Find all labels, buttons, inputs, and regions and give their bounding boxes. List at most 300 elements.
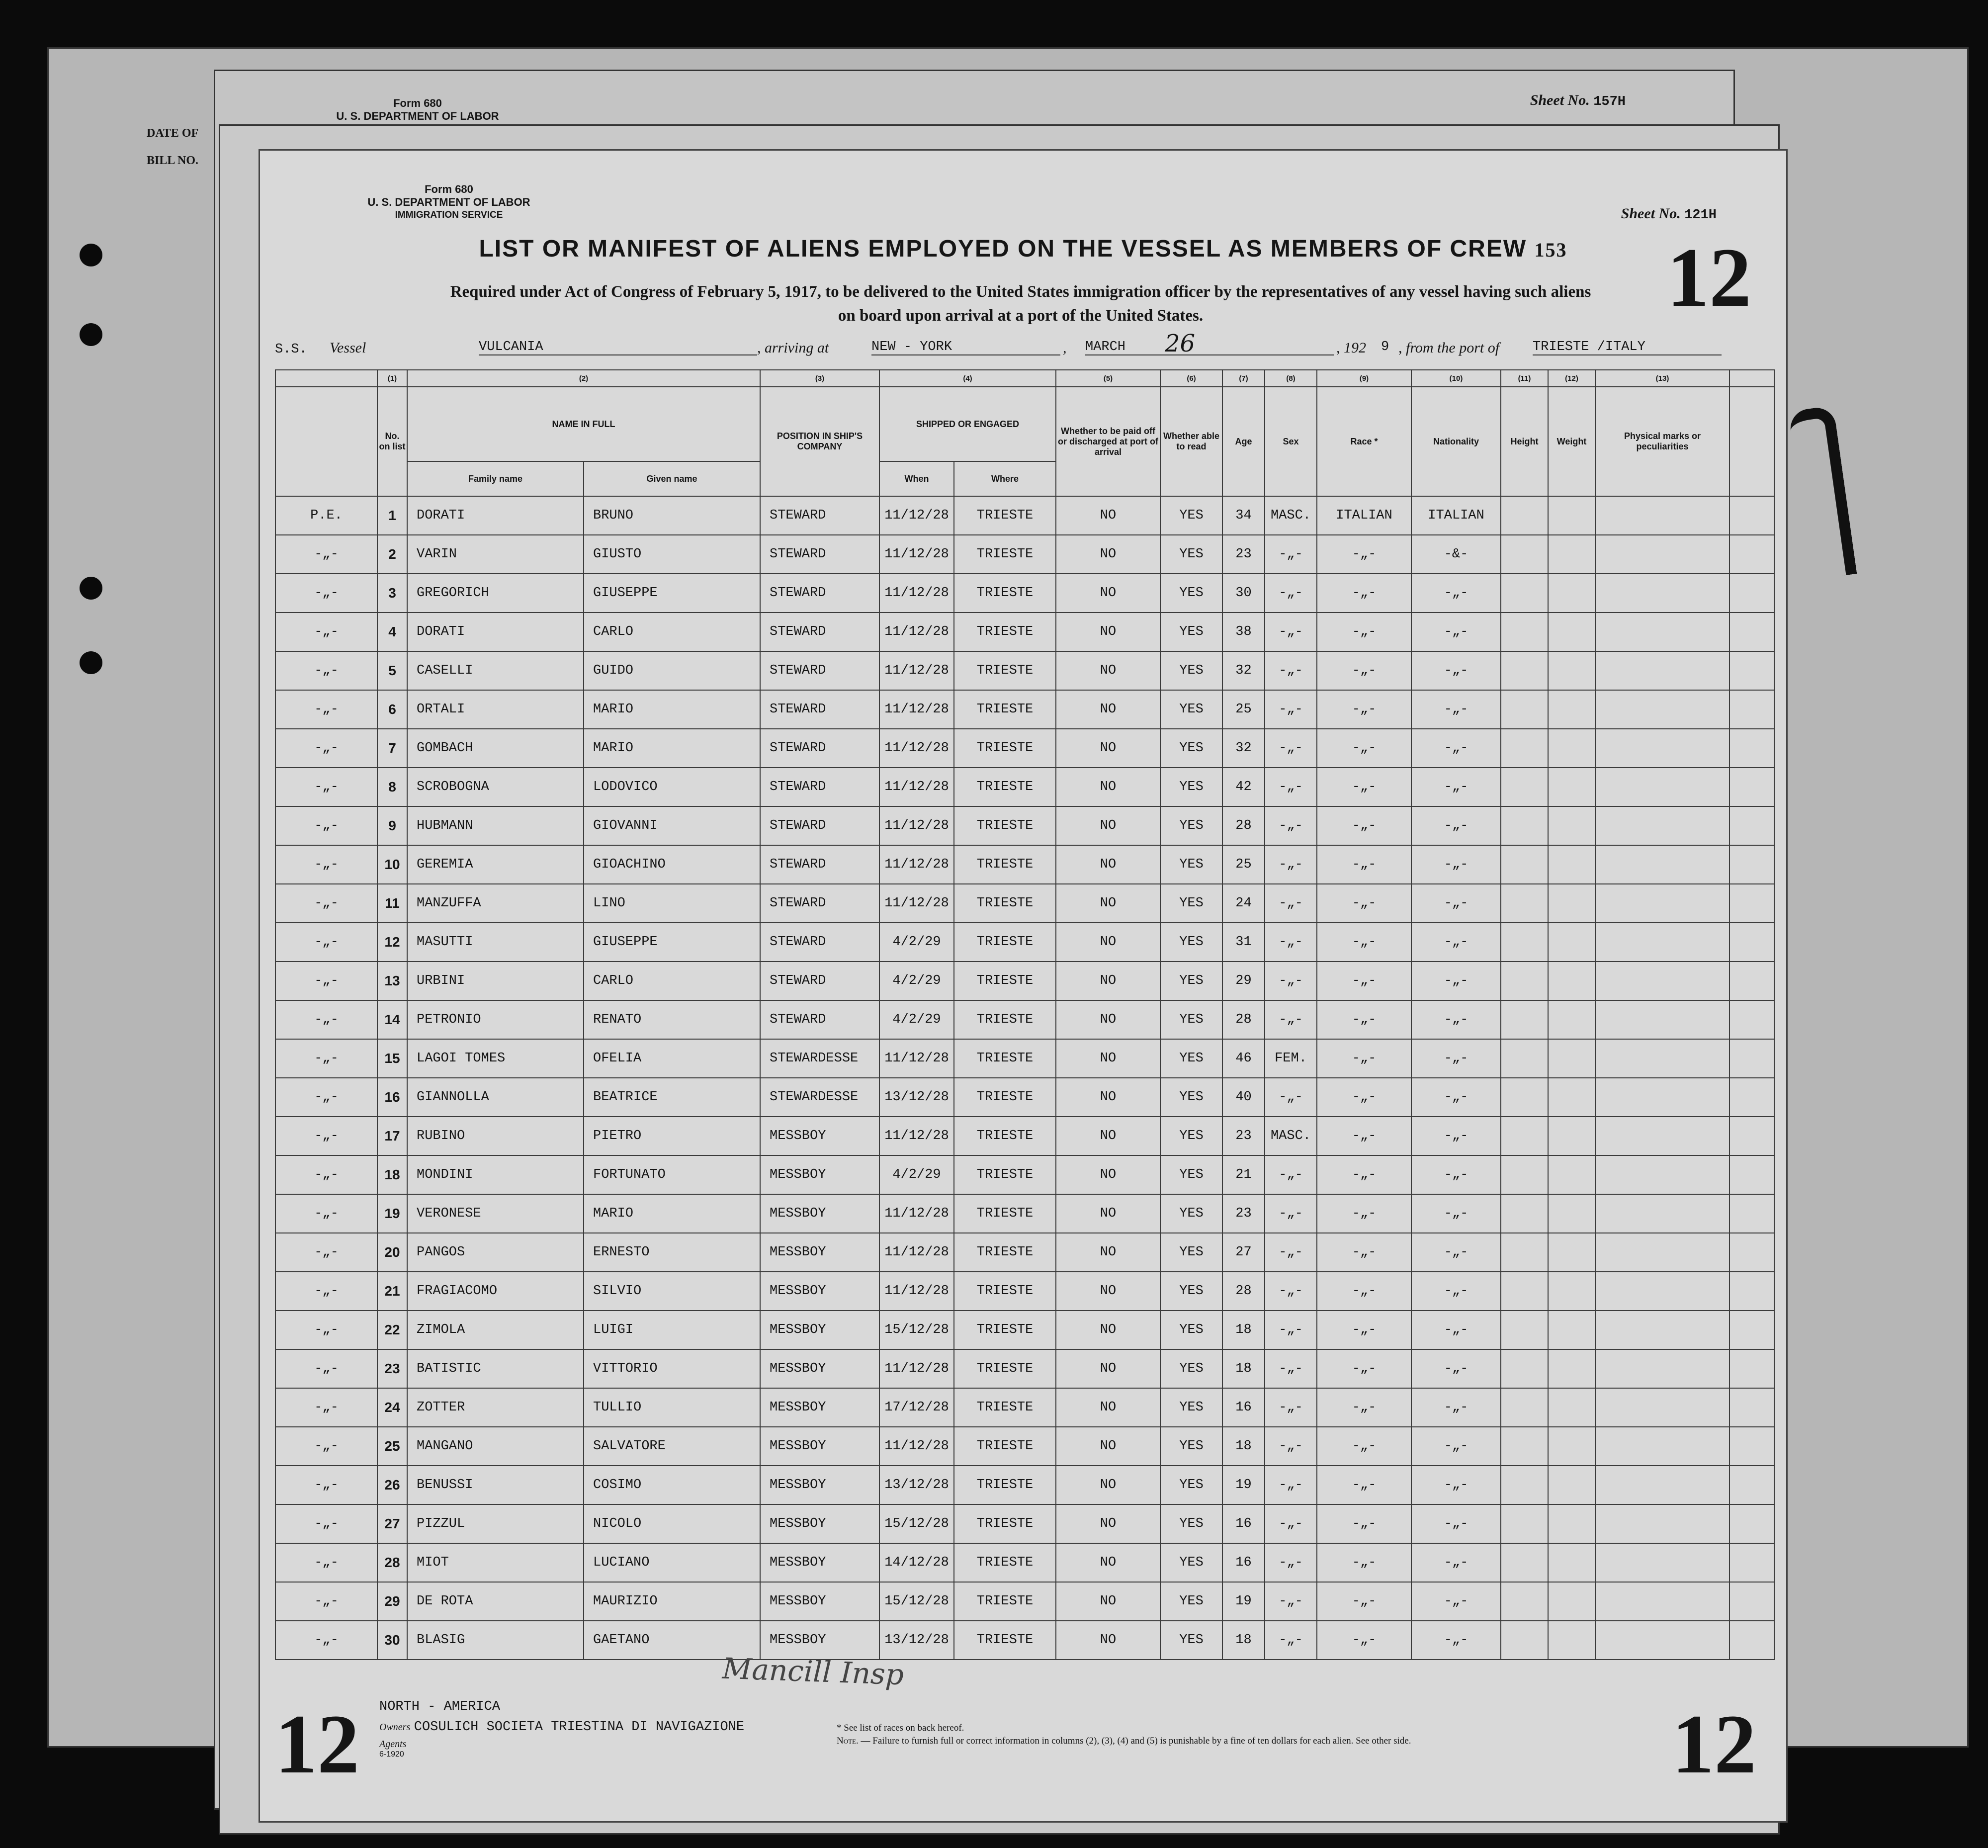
- race-cell: -„-: [1317, 651, 1411, 690]
- given-name-cell: GIUSEPPE: [584, 923, 760, 962]
- height-cell: [1501, 1194, 1548, 1233]
- age-cell: 31: [1222, 923, 1265, 962]
- paid-off-cell: NO: [1056, 1504, 1160, 1543]
- weight-cell: [1548, 1582, 1595, 1621]
- ss-label: S.S.: [275, 342, 307, 357]
- family-name-cell: MANZUFFA: [407, 884, 584, 923]
- race-cell: -„-: [1317, 884, 1411, 923]
- paid-off-cell: NO: [1056, 1233, 1160, 1272]
- weight-cell: [1548, 884, 1595, 923]
- row-number-cell: 8: [377, 768, 407, 806]
- row-mark-cell: -„-: [275, 884, 377, 923]
- nationality-cell: -„-: [1411, 1582, 1501, 1621]
- col-num: (10): [1411, 370, 1501, 387]
- weight-cell: [1548, 496, 1595, 535]
- age-cell: 21: [1222, 1155, 1265, 1194]
- nationality-cell: ITALIAN: [1411, 496, 1501, 535]
- position-cell: MESSBOY: [760, 1155, 879, 1194]
- family-name-cell: PETRONIO: [407, 1000, 584, 1039]
- age-cell: 27: [1222, 1233, 1265, 1272]
- sex-cell: -„-: [1265, 1621, 1317, 1660]
- able-to-read-cell: YES: [1160, 1039, 1222, 1078]
- no-on-list-header: No. on list: [377, 387, 407, 496]
- table-row: [275, 1233, 1774, 1272]
- table-row: [275, 1543, 1774, 1582]
- table-row: [275, 1155, 1774, 1194]
- manifest-title: [260, 235, 1786, 263]
- position-cell: STEWARD: [760, 845, 879, 884]
- position-cell: MESSBOY: [760, 1543, 879, 1582]
- family-name-cell: VARIN: [407, 535, 584, 574]
- sex-cell: -„-: [1265, 1311, 1317, 1349]
- race-cell: -„-: [1317, 574, 1411, 613]
- binder-hole: [80, 577, 102, 600]
- family-name-cell: PANGOS: [407, 1233, 584, 1272]
- row-number-cell: 6: [377, 690, 407, 729]
- row-number-cell: 15: [377, 1039, 407, 1078]
- arrival-port: NEW - YORK: [871, 340, 1060, 355]
- shipped-port-cell: TRIESTE: [954, 884, 1056, 923]
- height-cell: [1501, 1427, 1548, 1466]
- given-name-cell: BRUNO: [584, 496, 760, 535]
- position-cell: MESSBOY: [760, 1388, 879, 1427]
- given-name-cell: LINO: [584, 884, 760, 923]
- height-cell: [1501, 884, 1548, 923]
- sex-cell: -„-: [1265, 1000, 1317, 1039]
- binder-hole: [80, 244, 102, 266]
- marks-cell: [1595, 962, 1729, 1000]
- marks-cell: [1595, 845, 1729, 884]
- given-name-cell: VITTORIO: [584, 1349, 760, 1388]
- row-number-cell: 10: [377, 845, 407, 884]
- shipped-port-cell: TRIESTE: [954, 1000, 1056, 1039]
- given-name-cell: BEATRICE: [584, 1078, 760, 1117]
- row-mark-cell: -„-: [275, 1000, 377, 1039]
- table-row: [275, 1272, 1774, 1311]
- paid-off-cell: NO: [1056, 1000, 1160, 1039]
- race-cell: -„-: [1317, 1543, 1411, 1582]
- row-mark-cell: -„-: [275, 1039, 377, 1078]
- race-cell: -„-: [1317, 1155, 1411, 1194]
- family-name-header: Family name: [407, 461, 584, 496]
- sex-cell: -„-: [1265, 962, 1317, 1000]
- able-to-read-cell: YES: [1160, 535, 1222, 574]
- shipped-port-cell: TRIESTE: [954, 1543, 1056, 1582]
- paid-off-cell: NO: [1056, 1311, 1160, 1349]
- able-to-read-cell: YES: [1160, 1349, 1222, 1388]
- height-cell: [1501, 1543, 1548, 1582]
- blank-cell: [1729, 574, 1774, 613]
- paid-off-cell: NO: [1056, 1078, 1160, 1117]
- back-form-number: Form 680: [393, 97, 442, 109]
- height-cell: [1501, 962, 1548, 1000]
- given-name-cell: GIOVANNI: [584, 806, 760, 845]
- sex-cell: -„-: [1265, 1388, 1317, 1427]
- sex-header: Sex: [1265, 387, 1317, 496]
- family-name-cell: HUBMANN: [407, 806, 584, 845]
- shipped-date-cell: 11/12/28: [879, 1272, 954, 1311]
- when-header: When: [879, 461, 954, 496]
- nationality-cell: -„-: [1411, 884, 1501, 923]
- shipped-date-cell: 4/2/29: [879, 923, 954, 962]
- shipped-date-cell: 15/12/28: [879, 1504, 954, 1543]
- row-mark-cell: -„-: [275, 1427, 377, 1466]
- row-number-cell: 22: [377, 1311, 407, 1349]
- family-name-cell: LAGOI TOMES: [407, 1039, 584, 1078]
- blank-cell: [1729, 1349, 1774, 1388]
- family-name-cell: MANGANO: [407, 1427, 584, 1466]
- shipped-date-cell: 11/12/28: [879, 1233, 954, 1272]
- row-mark-cell: -„-: [275, 1117, 377, 1155]
- family-name-cell: FRAGIACOMO: [407, 1272, 584, 1311]
- able-to-read-cell: YES: [1160, 768, 1222, 806]
- sex-cell: -„-: [1265, 535, 1317, 574]
- shipped-port-cell: TRIESTE: [954, 923, 1056, 962]
- sex-cell: -„-: [1265, 1504, 1317, 1543]
- shipped-port-cell: TRIESTE: [954, 1117, 1056, 1155]
- able-to-read-cell: YES: [1160, 1621, 1222, 1660]
- nationality-cell: -„-: [1411, 1000, 1501, 1039]
- row-number-cell: 28: [377, 1543, 407, 1582]
- sex-cell: -„-: [1265, 1194, 1317, 1233]
- given-name-cell: CARLO: [584, 613, 760, 651]
- shipped-date-cell: 17/12/28: [879, 1388, 954, 1427]
- col-num: (1): [377, 370, 407, 387]
- shipped-date-cell: 11/12/28: [879, 651, 954, 690]
- height-cell: [1501, 535, 1548, 574]
- nationality-cell: -„-: [1411, 574, 1501, 613]
- sex-cell: -„-: [1265, 1078, 1317, 1117]
- weight-cell: [1548, 845, 1595, 884]
- marks-cell: [1595, 651, 1729, 690]
- shipped-port-cell: TRIESTE: [954, 535, 1056, 574]
- family-name-cell: ZIMOLA: [407, 1311, 584, 1349]
- vessel-prefix: [275, 340, 307, 357]
- race-cell: -„-: [1317, 768, 1411, 806]
- nationality-cell: -&-: [1411, 535, 1501, 574]
- height-cell: [1501, 1311, 1548, 1349]
- paid-off-cell: NO: [1056, 729, 1160, 768]
- shipped-port-cell: TRIESTE: [954, 496, 1056, 535]
- form-header: [345, 183, 553, 222]
- table-row: [275, 1039, 1774, 1078]
- paid-off-cell: NO: [1056, 1621, 1160, 1660]
- marks-cell: [1595, 535, 1729, 574]
- age-cell: 19: [1222, 1466, 1265, 1504]
- blank-cell: [1729, 651, 1774, 690]
- age-cell: 19: [1222, 1582, 1265, 1621]
- blank-cell: [1729, 1388, 1774, 1427]
- shipped-date-cell: 11/12/28: [879, 535, 954, 574]
- shipped-port-cell: TRIESTE: [954, 806, 1056, 845]
- subtitle-line-2: on board upon arrival at a port of the United States.: [838, 307, 1204, 325]
- footer-big-number-right: 12: [1672, 1697, 1756, 1791]
- owners-value: COSULICH SOCIETA TRIESTINA DI NAVIGAZIONE: [414, 1720, 745, 1735]
- marks-cell: [1595, 1078, 1729, 1117]
- shipped-port-cell: TRIESTE: [954, 1272, 1056, 1311]
- position-cell: STEWARD: [760, 729, 879, 768]
- table-row: [275, 613, 1774, 651]
- able-to-read-cell: YES: [1160, 1000, 1222, 1039]
- sex-cell: -„-: [1265, 690, 1317, 729]
- row-mark-cell: -„-: [275, 1233, 377, 1272]
- binder-hole: [80, 651, 102, 674]
- age-cell: 42: [1222, 768, 1265, 806]
- able-to-read-cell: YES: [1160, 1194, 1222, 1233]
- comma-sep: ,: [1063, 340, 1067, 356]
- height-cell: [1501, 1466, 1548, 1504]
- shipped-date-cell: 11/12/28: [879, 845, 954, 884]
- height-cell: [1501, 1349, 1548, 1388]
- col-num: (7): [1222, 370, 1265, 387]
- table-row: [275, 806, 1774, 845]
- family-name-cell: URBINI: [407, 962, 584, 1000]
- paid-off-cell: NO: [1056, 535, 1160, 574]
- position-cell: STEWARD: [760, 923, 879, 962]
- agents-label: Agents: [379, 1739, 407, 1750]
- blank-cell: [1729, 1582, 1774, 1621]
- weight-cell: [1548, 1117, 1595, 1155]
- paid-off-cell: NO: [1056, 884, 1160, 923]
- height-cell: [1501, 923, 1548, 962]
- row-mark-cell: -„-: [275, 845, 377, 884]
- able-to-read-cell: YES: [1160, 1155, 1222, 1194]
- paid-off-cell: NO: [1056, 962, 1160, 1000]
- paid-off-cell: NO: [1056, 1349, 1160, 1388]
- shipped-port-cell: TRIESTE: [954, 1466, 1056, 1504]
- table-row: [275, 962, 1774, 1000]
- age-cell: 16: [1222, 1543, 1265, 1582]
- paid-off-cell: NO: [1056, 768, 1160, 806]
- given-name-cell: PIETRO: [584, 1117, 760, 1155]
- shipped-port-cell: TRIESTE: [954, 768, 1056, 806]
- age-cell: 28: [1222, 1000, 1265, 1039]
- table-row: [275, 1388, 1774, 1427]
- row-mark-cell: -„-: [275, 806, 377, 845]
- given-name-cell: ERNESTO: [584, 1233, 760, 1272]
- age-cell: 25: [1222, 690, 1265, 729]
- position-cell: STEWARD: [760, 1000, 879, 1039]
- marks-cell: [1595, 1349, 1729, 1388]
- nationality-cell: -„-: [1411, 690, 1501, 729]
- blank-cell: [1729, 1621, 1774, 1660]
- blank-cell: [1729, 1233, 1774, 1272]
- column-number-row: [275, 370, 1774, 387]
- row-number-cell: 29: [377, 1582, 407, 1621]
- nationality-cell: -„-: [1411, 1117, 1501, 1155]
- able-to-read-cell: YES: [1160, 806, 1222, 845]
- nationality-cell: -„-: [1411, 1194, 1501, 1233]
- marks-cell: [1595, 1039, 1729, 1078]
- able-to-read-cell: YES: [1160, 1311, 1222, 1349]
- given-name-cell: GUIDO: [584, 651, 760, 690]
- position-cell: STEWARD: [760, 690, 879, 729]
- shipped-port-cell: TRIESTE: [954, 574, 1056, 613]
- shipped-date-cell: 11/12/28: [879, 768, 954, 806]
- nationality-cell: -„-: [1411, 923, 1501, 962]
- able-to-read-cell: YES: [1160, 884, 1222, 923]
- row-number-cell: 1: [377, 496, 407, 535]
- marks-cell: [1595, 1621, 1729, 1660]
- nationality-cell: -„-: [1411, 1155, 1501, 1194]
- paid-off-cell: NO: [1056, 1427, 1160, 1466]
- weight-cell: [1548, 1504, 1595, 1543]
- height-cell: [1501, 768, 1548, 806]
- race-cell: -„-: [1317, 613, 1411, 651]
- position-cell: STEWARD: [760, 768, 879, 806]
- family-name-cell: GIANNOLLA: [407, 1078, 584, 1117]
- weight-cell: [1548, 768, 1595, 806]
- name-in-full-header: NAME IN FULL: [407, 387, 760, 461]
- sex-cell: -„-: [1265, 574, 1317, 613]
- race-cell: -„-: [1317, 1117, 1411, 1155]
- position-cell: STEWARD: [760, 613, 879, 651]
- sex-cell: MASC.: [1265, 496, 1317, 535]
- marks-cell: [1595, 1388, 1729, 1427]
- owners-line: [379, 1718, 744, 1735]
- able-to-read-cell: YES: [1160, 1272, 1222, 1311]
- row-number-cell: 11: [377, 884, 407, 923]
- able-to-read-cell: YES: [1160, 1504, 1222, 1543]
- table-row: [275, 1078, 1774, 1117]
- able-to-read-cell: YES: [1160, 690, 1222, 729]
- arrival-month: MARCH: [1085, 340, 1334, 355]
- race-cell: -„-: [1317, 1000, 1411, 1039]
- able-to-read-cell: YES: [1160, 729, 1222, 768]
- shipped-port-cell: TRIESTE: [954, 1039, 1056, 1078]
- row-mark-cell: P.E.: [275, 496, 377, 535]
- given-name-cell: LUCIANO: [584, 1543, 760, 1582]
- race-cell: -„-: [1317, 535, 1411, 574]
- blank-cell: [1729, 535, 1774, 574]
- row-mark-cell: -„-: [275, 962, 377, 1000]
- given-name-cell: COSIMO: [584, 1466, 760, 1504]
- mark-col-header: [275, 387, 377, 496]
- position-cell: STEWARD: [760, 574, 879, 613]
- family-name-cell: ZOTTER: [407, 1388, 584, 1427]
- sex-cell: -„-: [1265, 1233, 1317, 1272]
- shipped-date-cell: 11/12/28: [879, 1427, 954, 1466]
- blank-header: [275, 370, 377, 387]
- blank-cell: [1729, 1427, 1774, 1466]
- height-cell: [1501, 613, 1548, 651]
- nationality-cell: -„-: [1411, 1349, 1501, 1388]
- row-mark-cell: -„-: [275, 1272, 377, 1311]
- weight-cell: [1548, 1272, 1595, 1311]
- weight-cell: [1548, 1349, 1595, 1388]
- row-mark-cell: -„-: [275, 1543, 377, 1582]
- footer-big-number-left: 12: [275, 1697, 359, 1791]
- shipped-port-cell: TRIESTE: [954, 729, 1056, 768]
- family-name-cell: ORTALI: [407, 690, 584, 729]
- weight-cell: [1548, 1000, 1595, 1039]
- given-name-cell: SALVATORE: [584, 1427, 760, 1466]
- table-row: [275, 768, 1774, 806]
- shipped-date-cell: 11/12/28: [879, 1194, 954, 1233]
- table-row: [275, 1117, 1774, 1155]
- table-row: [275, 1349, 1774, 1388]
- given-name-cell: RENATO: [584, 1000, 760, 1039]
- marks-cell: [1595, 1504, 1729, 1543]
- year-digit: 9: [1381, 340, 1389, 354]
- given-name-cell: LUIGI: [584, 1311, 760, 1349]
- position-cell: MESSBOY: [760, 1272, 879, 1311]
- age-cell: 18: [1222, 1621, 1265, 1660]
- family-name-cell: SCROBOGNA: [407, 768, 584, 806]
- family-name-cell: BENUSSI: [407, 1466, 584, 1504]
- back-sheet-no-value: 157H: [1593, 94, 1626, 109]
- title-text: LIST OR MANIFEST OF ALIENS EMPLOYED ON THE VESSEL AS MEMBERS OF CREW: [479, 236, 1527, 262]
- height-cell: [1501, 1504, 1548, 1543]
- given-name-cell: MARIO: [584, 1194, 760, 1233]
- shipped-port-cell: TRIESTE: [954, 1582, 1056, 1621]
- family-name-cell: DORATI: [407, 613, 584, 651]
- height-cell: [1501, 1621, 1548, 1660]
- sex-cell: -„-: [1265, 729, 1317, 768]
- position-cell: MESSBOY: [760, 1504, 879, 1543]
- nationality-cell: -„-: [1411, 1311, 1501, 1349]
- paid-off-cell: NO: [1056, 1388, 1160, 1427]
- sex-cell: -„-: [1265, 1466, 1317, 1504]
- row-mark-cell: -„-: [275, 923, 377, 962]
- weight-cell: [1548, 651, 1595, 690]
- height-cell: [1501, 1272, 1548, 1311]
- race-cell: -„-: [1317, 1504, 1411, 1543]
- weight-cell: [1548, 574, 1595, 613]
- family-name-cell: MASUTTI: [407, 923, 584, 962]
- shipped-date-cell: 13/12/28: [879, 1621, 954, 1660]
- col-num: (5): [1056, 370, 1160, 387]
- table-row: [275, 884, 1774, 923]
- note-text: — Failure to furnish full or correct information in columns (2), (3), (4) and (5) is punishable by a fine of ten dollars for each alien. See other side.: [861, 1736, 1411, 1746]
- weight-cell: [1548, 1388, 1595, 1427]
- crew-table: [275, 369, 1775, 1660]
- age-cell: 23: [1222, 1194, 1265, 1233]
- height-cell: [1501, 1582, 1548, 1621]
- nationality-cell: -„-: [1411, 806, 1501, 845]
- shipped-port-cell: TRIESTE: [954, 1504, 1056, 1543]
- sheet-number: [1621, 205, 1717, 223]
- row-number-cell: 5: [377, 651, 407, 690]
- sex-cell: -„-: [1265, 613, 1317, 651]
- inspector-signature: Mancill Insp: [721, 1651, 905, 1692]
- weight-cell: [1548, 1543, 1595, 1582]
- paid-off-cell: NO: [1056, 806, 1160, 845]
- position-cell: MESSBOY: [760, 1194, 879, 1233]
- height-cell: [1501, 1000, 1548, 1039]
- position-cell: STEWARD: [760, 806, 879, 845]
- race-cell: -„-: [1317, 1388, 1411, 1427]
- shipped-date-cell: 11/12/28: [879, 884, 954, 923]
- given-name-header: Given name: [584, 461, 760, 496]
- weight-cell: [1548, 1233, 1595, 1272]
- able-to-read-cell: YES: [1160, 923, 1222, 962]
- row-mark-cell: -„-: [275, 535, 377, 574]
- marks-cell: [1595, 1117, 1729, 1155]
- nationality-cell: -„-: [1411, 1621, 1501, 1660]
- height-cell: [1501, 1388, 1548, 1427]
- marks-cell: [1595, 923, 1729, 962]
- back-bill-label: BILL NO.: [147, 154, 199, 167]
- age-cell: 38: [1222, 613, 1265, 651]
- nationality-header: Nationality: [1411, 387, 1501, 496]
- marks-cell: [1595, 1543, 1729, 1582]
- paid-off-cell: NO: [1056, 1272, 1160, 1311]
- arriving-label: , arriving at: [757, 340, 829, 356]
- age-cell: 29: [1222, 962, 1265, 1000]
- position-cell: MESSBOY: [760, 1233, 879, 1272]
- form-code: 6-1920: [379, 1750, 404, 1759]
